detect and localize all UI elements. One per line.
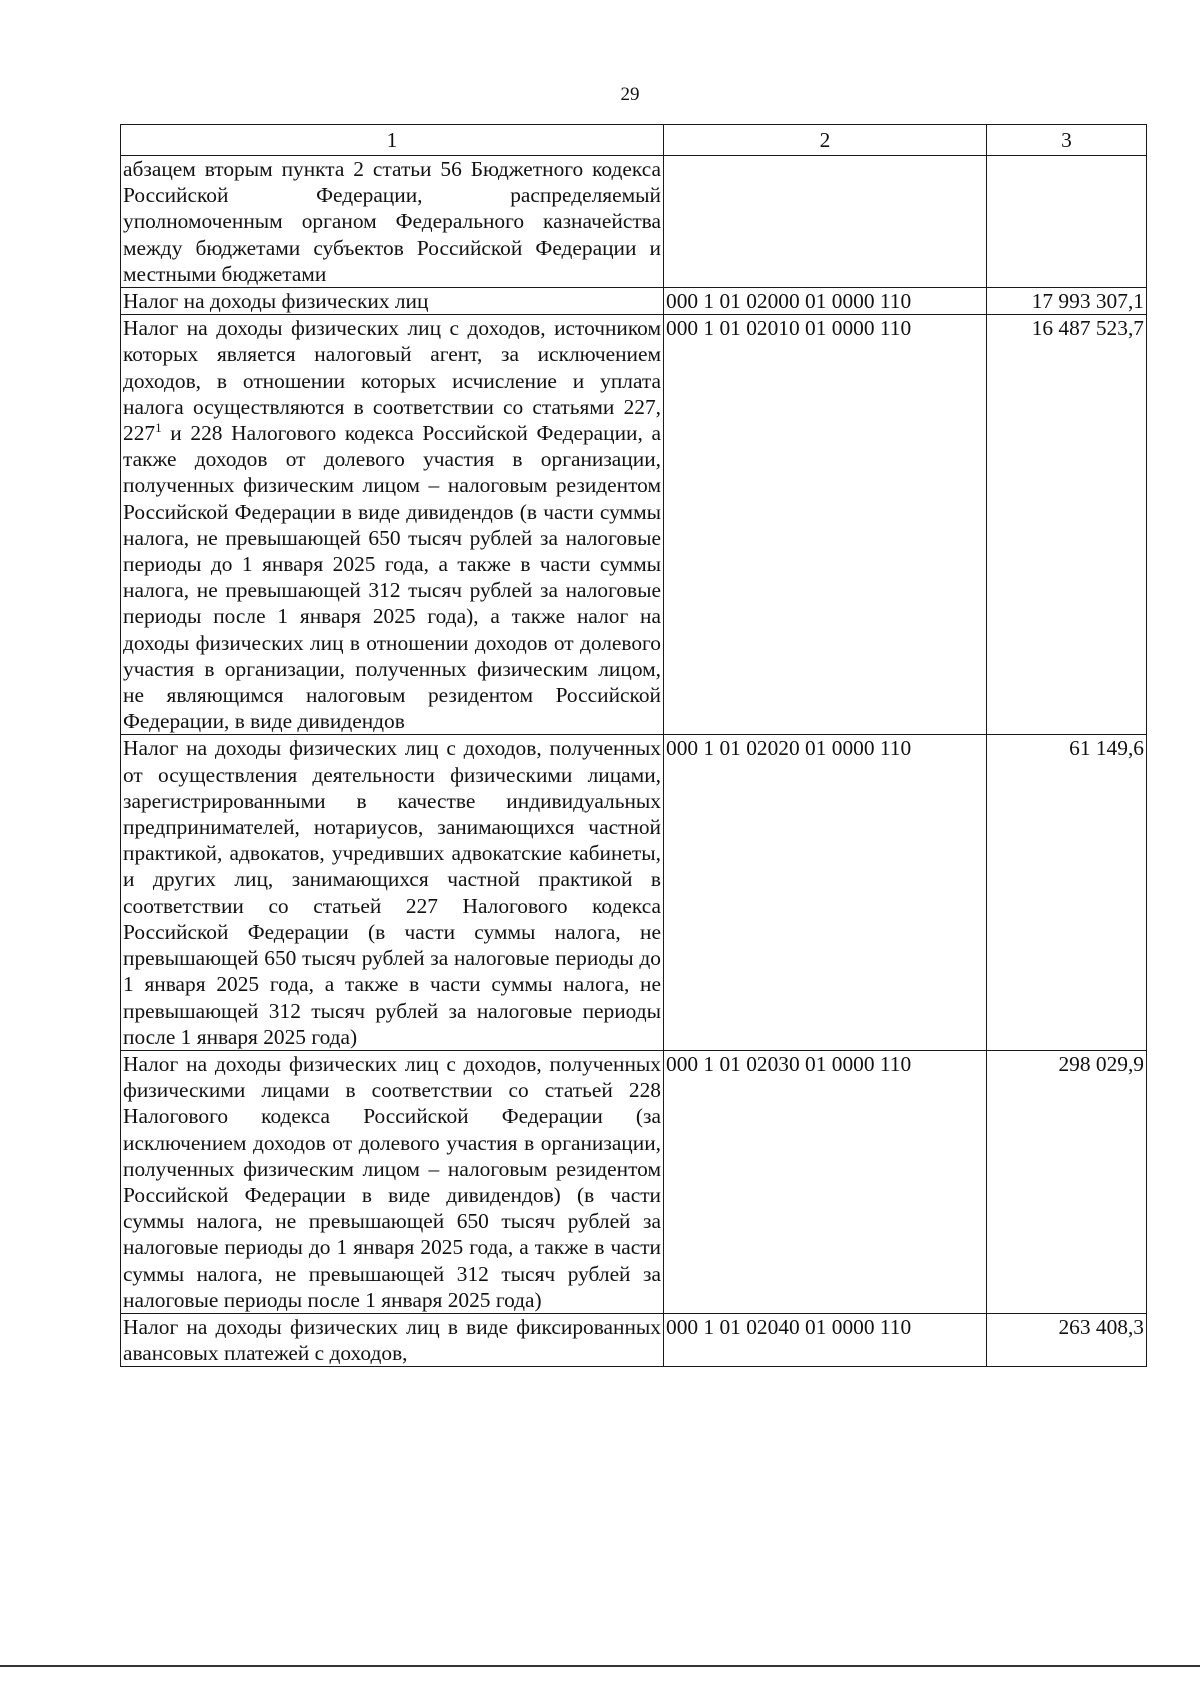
row-code: 000 1 01 02000 01 0000 110: [664, 288, 987, 315]
budget-revenue-table: [120, 124, 1147, 1367]
row-name: абзацем вторым пункта 2 статьи 56 Бюджетного кодекса Российской Федерации, распределяемый уполномоченным органом Федерального казначейства между бюджетами субъектов Российской Федерации и местными бюджетами: [121, 156, 664, 288]
row-name-part: и 228 Налогового кодекса Российской Федерации, а также доходов от долевого участия в организации, полученных физическим лицом – налоговым резидентом Российской Федерации в виде дивидендов (в части суммы налога, не превышающей 650 тысяч рублей за налоговые периоды до 1 января 2025 года, а также в части суммы налога, не превышающей 312 тысяч рублей за налоговые периоды после 1 января 2025 года), а также налог на доходы физических лиц в отношении доходов от долевого участия в организации, полученных физическим лицом, не являющимся налоговым резидентом Российской Федерации, в виде дивидендов: [123, 421, 661, 734]
superscript-index: 1: [155, 419, 162, 435]
table-row: [121, 735, 1147, 1050]
row-code: 000 1 01 02020 01 0000 110: [664, 735, 987, 1050]
table-row: [121, 1050, 1147, 1313]
row-amount: 298 029,9: [987, 1050, 1147, 1313]
row-name-part: Налог на доходы физических лиц с доходов, источником которых является налоговый агент, за исключением доходов, в отношении которых исчисление и уплата налога осуществляются в соответствии со статьями 227, 227: [123, 316, 661, 446]
table-row: [121, 1313, 1147, 1366]
row-code: 000 1 01 02040 01 0000 110: [664, 1313, 987, 1366]
page-number: 29: [620, 84, 640, 105]
table-row: [121, 315, 1147, 735]
row-name: Налог на доходы физических лиц с доходов, полученных от осуществления деятельности физическими лицами, зарегистрированными в качестве индивидуальных предпринимателей, нотариусов, занимающихся частной практикой, адвокатов, учредивших адвокатские кабинеты, и других лиц, занимающихся частной практикой в соответствии со статьей 227 Налогового кодекса Российской Федерации (в части суммы налога, не превышающей 650 тысяч рублей за налоговые периоды до 1 января 2025 года, а также в части суммы налога, не превышающей 312 тысяч рублей за налоговые периоды после 1 января 2025 года): [121, 735, 664, 1050]
column-header-2: 2: [664, 125, 987, 156]
row-name: Налог на доходы физических лиц в виде фиксированных авансовых платежей с доходов,: [121, 1313, 664, 1366]
row-amount: 17 993 307,1: [987, 288, 1147, 315]
table-row: [121, 156, 1147, 288]
table-header-row: [121, 125, 1147, 156]
row-name: Налог на доходы физических лиц: [121, 288, 664, 315]
table-row: [121, 288, 1147, 315]
page-bottom-divider: [0, 1665, 1200, 1667]
row-name: Налог на доходы физических лиц с доходов, полученных физическими лицами в соответствии со статьей 228 Налогового кодекса Российской Федерации (за исключением доходов от долевого участия в организации, полученных физическим лицом – налоговым резидентом Российской Федерации в виде дивидендов) (в части суммы налога, не превышающей 650 тысяч рублей за налоговые периоды до 1 января 2025 года, а также в части суммы налога, не превышающей 312 тысяч рублей за налоговые периоды после 1 января 2025 года): [121, 1050, 664, 1313]
row-code: [664, 156, 987, 288]
row-code: 000 1 01 02010 01 0000 110: [664, 315, 987, 735]
column-header-1: 1: [121, 125, 664, 156]
column-header-3: 3: [987, 125, 1147, 156]
row-amount: 16 487 523,7: [987, 315, 1147, 735]
row-amount: 263 408,3: [987, 1313, 1147, 1366]
row-amount: 61 149,6: [987, 735, 1147, 1050]
row-name: [121, 315, 664, 735]
row-amount: [987, 156, 1147, 288]
row-code: 000 1 01 02030 01 0000 110: [664, 1050, 987, 1313]
